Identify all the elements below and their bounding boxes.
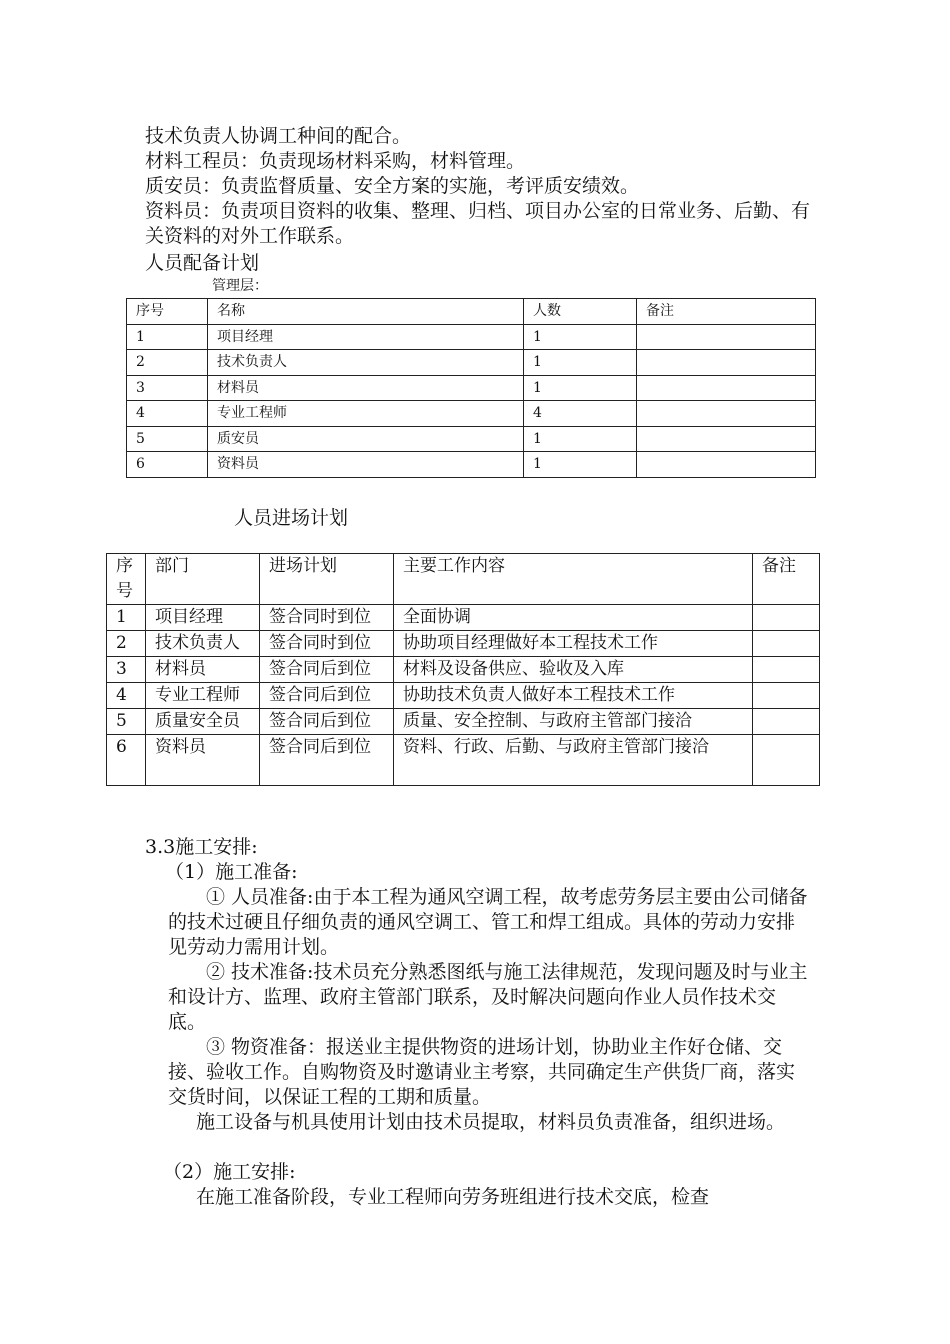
table-row	[127, 452, 816, 478]
staffing-table	[126, 298, 816, 478]
table-cell: 资料、行政、后勤、与政府主管部门接洽	[394, 735, 753, 786]
table-header-cell: 人数	[524, 299, 637, 325]
table-row	[107, 709, 820, 735]
table-cell: 1	[524, 452, 637, 478]
table-cell: 签合同后到位	[260, 657, 394, 683]
paragraph-material-prep: ③ 物资准备：报送业主提供物资的进场计划，协助业主作好仓储、交接、验收工作。自购物资及时邀请业主考察，共同确定生产供货厂商，落实交货时间，以保证工程的工期和质量。	[168, 1036, 796, 1108]
table-cell: 材料员	[208, 375, 524, 401]
table-cell	[753, 735, 820, 786]
table-cell: 4	[127, 401, 208, 427]
table-row	[107, 631, 820, 657]
paragraph-arrangement: 在施工准备阶段，专业工程师向劳务班组进行技术交底，检查	[196, 1186, 710, 1208]
paragraph-equipment-plan: 施工设备与机具使用计划由技术员提取，材料员负责准备，组织进场。	[196, 1111, 786, 1133]
table-cell: 专业工程师	[146, 683, 260, 709]
table-cell: 4	[524, 401, 637, 427]
table-cell: 全面协调	[394, 605, 753, 631]
table-cell: 专业工程师	[208, 401, 524, 427]
table-cell: 质安员	[208, 426, 524, 452]
table-cell	[637, 324, 816, 350]
table-cell: 项目经理	[146, 605, 260, 631]
table-cell	[637, 452, 816, 478]
table-cell	[753, 683, 820, 709]
table-row	[127, 350, 816, 376]
table-cell: 材料员	[146, 657, 260, 683]
table-cell	[637, 401, 816, 427]
intro-line-1: 技术负责人协调工种间的配合。	[145, 125, 412, 147]
table-cell: 签合同后到位	[260, 709, 394, 735]
paragraph-technical-prep: ② 技术准备:技术员充分熟悉图纸与施工法律规范，发现问题及时与业主和设计方、监理、政府主管部门联系，及时解决问题向作业人员作技术交底。	[168, 961, 808, 1033]
table-header-cell: 部门	[146, 554, 260, 605]
table-header-cell: 序号	[107, 554, 146, 605]
table-header-cell: 名称	[208, 299, 524, 325]
section-title: 3.3施工安排:	[145, 836, 258, 858]
table-header-cell: 备注	[637, 299, 816, 325]
table-cell	[637, 426, 816, 452]
table-cell	[753, 605, 820, 631]
table-cell: 质量安全员	[146, 709, 260, 735]
table-cell: 2	[127, 350, 208, 376]
table-cell: 材料及设备供应、验收及入库	[394, 657, 753, 683]
subsection-prep-title: （1）施工准备:	[165, 861, 298, 883]
table-cell: 6	[107, 735, 146, 786]
table-row	[107, 605, 820, 631]
table-header-row	[107, 554, 820, 605]
entry-plan-table	[106, 553, 820, 786]
table-row	[127, 426, 816, 452]
table-cell: 项目经理	[208, 324, 524, 350]
staffing-plan-title: 人员配备计划	[145, 252, 260, 274]
table-cell: 2	[107, 631, 146, 657]
intro-line-3: 质安员：负责监督质量、安全方案的实施，考评质安绩效。	[145, 175, 640, 197]
table-cell: 6	[127, 452, 208, 478]
table-cell: 1	[524, 324, 637, 350]
table-row	[127, 375, 816, 401]
entry-plan-title: 人员进场计划	[234, 507, 349, 529]
table-row	[107, 683, 820, 709]
table-cell: 1	[524, 426, 637, 452]
table-row	[107, 735, 820, 786]
table-row	[127, 401, 816, 427]
table-cell: 资料员	[208, 452, 524, 478]
table-cell: 4	[107, 683, 146, 709]
table-cell: 协助项目经理做好本工程技术工作	[394, 631, 753, 657]
table-cell: 3	[107, 657, 146, 683]
table-cell: 技术负责人	[208, 350, 524, 376]
table-cell: 质量、安全控制、与政府主管部门接洽	[394, 709, 753, 735]
table-cell	[753, 631, 820, 657]
table-cell: 3	[127, 375, 208, 401]
table-cell: 5	[107, 709, 146, 735]
management-label: 管理层：	[212, 278, 268, 294]
table-cell	[753, 657, 820, 683]
intro-line-4: 资料员：负责项目资料的收集、整理、归档、项目办公室的日常业务、后勤、有关资料的对外工作联系。	[145, 200, 811, 247]
table-cell: 资料员	[146, 735, 260, 786]
table-header-row	[127, 299, 816, 325]
table-cell: 协助技术负责人做好本工程技术工作	[394, 683, 753, 709]
table-cell: 签合同后到位	[260, 683, 394, 709]
table-header-cell: 进场计划	[260, 554, 394, 605]
table-cell: 1	[524, 350, 637, 376]
subsection-arrangement-title: （2）施工安排:	[163, 1161, 296, 1183]
table-cell: 1	[127, 324, 208, 350]
table-cell	[753, 709, 820, 735]
intro-line-2: 材料工程员：负责现场材料采购，材料管理。	[145, 150, 526, 172]
table-row	[107, 657, 820, 683]
table-cell	[637, 350, 816, 376]
table-row	[127, 324, 816, 350]
table-cell: 签合同后到位	[260, 735, 394, 786]
paragraph-personnel-prep: ① 人员准备:由于本工程为通风空调工程，故考虑劳务层主要由公司储备的技术过硬且仔细负责的通风空调工、管工和焊工组成。具体的劳动力安排见劳动力需用计划。	[168, 886, 808, 958]
table-header-cell: 主要工作内容	[394, 554, 753, 605]
table-header-cell: 序号	[127, 299, 208, 325]
table-cell: 签合同时到位	[260, 631, 394, 657]
table-cell	[637, 375, 816, 401]
table-cell: 5	[127, 426, 208, 452]
table-cell: 1	[107, 605, 146, 631]
table-cell: 签合同时到位	[260, 605, 394, 631]
table-cell: 技术负责人	[146, 631, 260, 657]
table-cell: 1	[524, 375, 637, 401]
table-header-cell: 备注	[753, 554, 820, 605]
